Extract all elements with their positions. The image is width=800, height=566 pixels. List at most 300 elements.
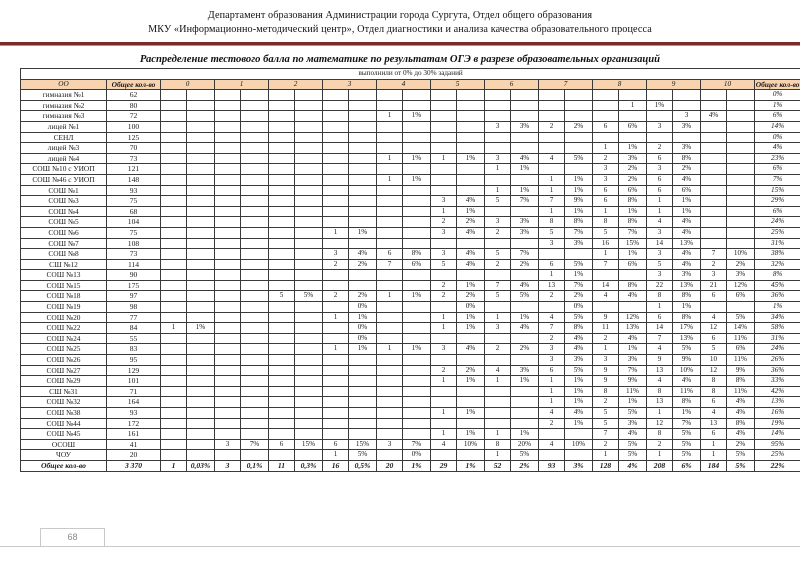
page-number: 68 [67,532,78,542]
row-score-percent [673,100,701,111]
row-score-percent [457,418,485,429]
row-score-count [593,111,619,122]
row-score-count: 1 [485,376,511,387]
row-score-count: 2 [323,291,349,302]
row-score-percent: 4% [511,323,539,334]
row-score-count [269,280,295,291]
row-score-count: 4 [701,408,727,419]
row-score-count [269,174,295,185]
row-score-percent: 3% [511,227,539,238]
row-score-percent: 1% [511,429,539,440]
row-score-count: 93 [539,460,565,471]
row-score-count [215,238,241,249]
row-score-percent: 4% [619,333,647,344]
table-row [21,280,800,291]
row-score-percent [241,450,269,461]
row-score-count [161,185,187,196]
row-score-percent: 12% [727,280,755,291]
row-score-count: 1 [593,143,619,154]
row-score-count: 3 [647,227,673,238]
row-org-name: лицей №4 [21,153,107,164]
header-score-1: 1 [215,79,269,90]
row-score-percent: 6% [619,259,647,270]
row-score-percent: 1% [349,312,377,323]
row-score-count [215,376,241,387]
row-score-count [269,450,295,461]
row-score-count: 1 [485,185,511,196]
row-score-percent: 1% [673,196,701,207]
row-score-count: 4 [701,312,727,323]
row-score-percent [295,270,323,281]
row-score-count [269,100,295,111]
row-grand-total-percent: 4% [755,143,800,154]
row-score-percent: 5% [727,460,755,471]
row-score-percent: 11% [727,333,755,344]
row-score-count: 2 [431,280,457,291]
row-score-percent [295,259,323,270]
row-score-percent: 11% [727,355,755,366]
row-score-count [215,312,241,323]
row-score-percent: 5% [673,439,701,450]
row-score-percent [187,408,215,419]
row-score-percent [295,365,323,376]
row-score-count: 3 [485,153,511,164]
row-score-percent [457,164,485,175]
row-total-count: 95 [107,355,161,366]
row-grand-total-percent: 0% [755,132,800,143]
row-score-count [377,270,403,281]
header-total: Общее кол-во [107,79,161,90]
row-score-percent: 2% [565,291,593,302]
row-score-count: 3 [215,460,241,471]
row-grand-total-percent: 25% [755,450,800,461]
row-score-count: 3 [431,344,457,355]
row-score-percent [403,365,431,376]
row-score-count: 3 [701,270,727,281]
row-score-count [215,365,241,376]
row-score-percent [295,238,323,249]
row-score-percent [295,376,323,387]
row-score-count [431,185,457,196]
document-header [0,0,800,37]
row-grand-total-percent: 42% [755,386,800,397]
row-score-count: 21 [701,280,727,291]
row-score-count: 9 [593,365,619,376]
row-score-count [161,344,187,355]
row-score-count: 2 [539,121,565,132]
row-org-name: СОШ №45 [21,429,107,440]
table-row [21,365,800,376]
row-score-count [161,143,187,154]
row-score-count [215,185,241,196]
row-score-percent: 1% [457,280,485,291]
row-score-percent: 1% [403,153,431,164]
row-score-count: 9 [647,355,673,366]
row-score-percent [241,132,269,143]
row-score-percent: 11% [727,386,755,397]
row-grand-total-percent: 36% [755,291,800,302]
row-score-count [485,174,511,185]
row-score-percent: 4% [727,429,755,440]
row-score-count: 6 [647,185,673,196]
table-row [21,450,800,461]
row-score-percent [295,302,323,313]
header-score-10: 10 [701,79,755,90]
row-score-count [377,132,403,143]
row-total-count: 108 [107,238,161,249]
row-score-percent [349,143,377,154]
row-score-count: 1 [485,429,511,440]
row-score-count [485,100,511,111]
row-score-count: 12 [701,323,727,334]
row-org-name: СОШ №5 [21,217,107,228]
row-score-count: 4 [647,376,673,387]
row-score-count: 5 [593,418,619,429]
row-score-percent: 9% [673,355,701,366]
row-score-percent: 1% [565,174,593,185]
header-score-5: 5 [431,79,485,90]
row-score-percent [727,302,755,313]
row-score-count: 4 [539,439,565,450]
row-score-percent [727,143,755,154]
row-score-percent: 1% [619,397,647,408]
row-score-percent: 7% [511,249,539,260]
row-score-count: 4 [539,408,565,419]
row-score-count [161,418,187,429]
row-score-percent: 2% [349,259,377,270]
row-score-percent: 4% [619,429,647,440]
row-score-percent [241,418,269,429]
row-score-percent: 5% [565,312,593,323]
row-score-count [701,121,727,132]
row-score-count: 9 [593,376,619,387]
row-score-count [269,397,295,408]
row-score-percent: 3% [511,121,539,132]
row-score-percent [241,238,269,249]
row-score-count [377,302,403,313]
row-score-percent [511,206,539,217]
row-org-name: СОШ №29 [21,376,107,387]
row-score-count: 1 [431,376,457,387]
row-score-percent [187,174,215,185]
row-score-percent [295,355,323,366]
row-score-count [323,302,349,313]
row-score-count [269,355,295,366]
row-score-count [485,408,511,419]
row-score-percent: 4% [565,408,593,419]
row-score-count: 3 [485,323,511,334]
row-score-percent [511,355,539,366]
row-score-count [323,323,349,334]
row-score-percent: 3% [619,153,647,164]
row-score-percent: 13% [673,238,701,249]
row-grand-total-percent: 58% [755,323,800,334]
row-score-percent [187,132,215,143]
row-score-count [323,111,349,122]
row-score-count [431,333,457,344]
row-score-count: 3 [647,270,673,281]
row-score-count: 3 [431,249,457,260]
row-score-count [215,174,241,185]
row-score-count [377,355,403,366]
row-grand-total-percent: 24% [755,217,800,228]
row-score-count: 1 [161,460,187,471]
row-score-count [485,397,511,408]
row-score-count [161,376,187,387]
row-score-count: 5 [485,249,511,260]
row-score-percent [187,227,215,238]
row-score-percent [349,386,377,397]
row-score-count: 2 [593,439,619,450]
row-score-percent [241,111,269,122]
table-row [21,206,800,217]
row-score-count [215,397,241,408]
row-score-percent [349,206,377,217]
row-score-count [323,333,349,344]
row-score-count [215,386,241,397]
row-org-name: СОШ №8 [21,249,107,260]
row-score-percent [565,132,593,143]
row-score-count: 4 [539,312,565,323]
row-total-count: 73 [107,249,161,260]
row-score-count [701,164,727,175]
row-org-name: СОШ №46 с УИОП [21,174,107,185]
row-score-percent [187,238,215,249]
row-score-percent [727,217,755,228]
row-total-count: 121 [107,164,161,175]
row-score-count [701,153,727,164]
row-score-count: 3 [485,217,511,228]
row-score-count [269,259,295,270]
row-score-percent: 4% [511,280,539,291]
row-score-count: 3 [539,344,565,355]
row-score-count [215,164,241,175]
row-score-percent [403,121,431,132]
row-score-percent [187,365,215,376]
row-score-percent [349,185,377,196]
table-row [21,164,800,175]
row-score-percent: 5% [295,291,323,302]
row-score-percent: 8% [565,217,593,228]
row-score-percent: 0,3% [295,460,323,471]
row-score-count: 7 [539,323,565,334]
table-row [21,121,800,132]
table-row [21,143,800,154]
row-score-percent [403,323,431,334]
row-score-count [701,143,727,154]
row-score-percent [241,429,269,440]
row-score-percent [187,429,215,440]
row-score-percent [403,312,431,323]
row-score-count: 1 [485,450,511,461]
row-score-count [269,302,295,313]
row-score-percent: 6% [727,344,755,355]
row-score-percent [403,376,431,387]
row-score-percent: 6% [673,460,701,471]
row-score-percent [241,164,269,175]
row-score-count: 12 [647,418,673,429]
row-score-percent: 6% [673,185,701,196]
table-row [21,355,800,366]
row-score-percent [295,196,323,207]
row-score-percent [457,450,485,461]
row-score-percent: 4% [565,333,593,344]
row-score-count [323,397,349,408]
row-score-count [323,153,349,164]
row-score-count [161,196,187,207]
row-score-percent: 8% [673,312,701,323]
row-score-count [701,217,727,228]
row-score-percent: 4% [349,249,377,260]
row-score-percent [241,408,269,419]
row-score-count: 4 [485,365,511,376]
row-score-percent [727,206,755,217]
table-row [21,90,800,101]
row-score-percent: 1% [619,206,647,217]
row-score-count [161,227,187,238]
row-score-percent: 7% [565,280,593,291]
row-grand-total-percent: 7% [755,174,800,185]
row-score-percent [295,418,323,429]
row-org-name: СОШ №22 [21,323,107,334]
row-score-count [377,429,403,440]
header-line-2: МКУ «Информационно-методический центр», Отдел диагностики и анализа качества образовательного процесса [148,24,652,35]
row-score-count: 1 [377,291,403,302]
row-score-count [161,132,187,143]
row-grand-total-percent: 23% [755,153,800,164]
row-score-count [161,291,187,302]
table-row [21,386,800,397]
row-score-percent [403,270,431,281]
row-score-count [269,185,295,196]
row-score-count [161,217,187,228]
row-score-percent [187,196,215,207]
row-score-count: 8 [647,291,673,302]
row-score-count [377,217,403,228]
row-score-count [215,323,241,334]
row-score-percent: 1% [673,206,701,217]
row-score-percent [241,143,269,154]
row-score-percent [619,132,647,143]
table-row [21,270,800,281]
row-score-percent [295,185,323,196]
row-score-count: 2 [485,344,511,355]
row-score-percent: 8% [673,397,701,408]
row-score-count: 1 [323,312,349,323]
row-score-percent [187,217,215,228]
row-score-percent: 4% [619,291,647,302]
row-score-percent: 1% [457,323,485,334]
row-score-percent [727,164,755,175]
row-score-count [323,206,349,217]
row-total-count: 100 [107,121,161,132]
row-score-percent: 4% [673,217,701,228]
row-score-percent [403,132,431,143]
row-score-count: 1 [593,450,619,461]
row-score-percent [241,365,269,376]
row-score-count [269,333,295,344]
row-grand-total-percent: 32% [755,259,800,270]
row-score-count: 3 [539,238,565,249]
row-score-count: 11 [593,323,619,334]
row-score-count [485,302,511,313]
row-score-count: 1 [323,227,349,238]
row-org-name: СОШ №6 [21,227,107,238]
row-total-count: 70 [107,143,161,154]
row-score-count [485,355,511,366]
row-score-percent: 0,03% [187,460,215,471]
row-score-count [161,238,187,249]
row-score-percent: 6% [619,185,647,196]
row-score-count: 11 [269,460,295,471]
row-score-count: 5 [485,291,511,302]
header-oo: ОО [21,79,107,90]
row-score-count [161,164,187,175]
header-line-1: Департамент образования Администрации города Сургута, Отдел общего образования [207,10,593,21]
footer-divider [0,546,800,547]
row-score-count: 14 [593,280,619,291]
row-org-name: СОШ №26 [21,355,107,366]
row-score-count [323,217,349,228]
row-score-count [701,132,727,143]
row-score-percent: 1% [403,344,431,355]
row-score-percent: 1% [511,376,539,387]
row-score-percent [565,100,593,111]
row-score-count: 2 [593,153,619,164]
row-score-count [161,397,187,408]
row-score-count [215,121,241,132]
row-score-count [593,302,619,313]
table-row [21,217,800,228]
row-score-count [431,386,457,397]
row-score-percent: 2% [565,121,593,132]
row-score-percent: 15% [349,439,377,450]
row-score-count: 1 [431,429,457,440]
row-score-count: 13 [647,397,673,408]
row-score-count [323,185,349,196]
row-score-count: 7 [485,280,511,291]
row-score-count [377,397,403,408]
row-score-percent: 9% [727,365,755,376]
row-score-percent [241,280,269,291]
row-score-count: 7 [593,429,619,440]
row-score-percent: 1% [403,291,431,302]
row-score-percent [403,100,431,111]
row-score-percent: 3% [619,418,647,429]
row-score-percent [295,164,323,175]
row-score-percent [241,376,269,387]
row-grand-total-percent: 6% [755,206,800,217]
table-row [21,291,800,302]
row-score-count: 7 [701,249,727,260]
row-total-count: 77 [107,312,161,323]
row-score-percent: 1% [673,302,701,313]
row-score-percent [511,238,539,249]
table-body [21,90,800,471]
row-score-percent [403,185,431,196]
row-score-count: 3 [539,355,565,366]
row-score-percent: 3% [511,365,539,376]
row-score-count [269,121,295,132]
row-score-count [269,238,295,249]
row-score-percent: 1% [511,312,539,323]
row-score-percent [457,397,485,408]
row-score-count: 6 [647,153,673,164]
row-score-count [377,196,403,207]
row-grand-total-percent: 14% [755,429,800,440]
row-score-percent: 3% [619,355,647,366]
row-score-percent [241,100,269,111]
